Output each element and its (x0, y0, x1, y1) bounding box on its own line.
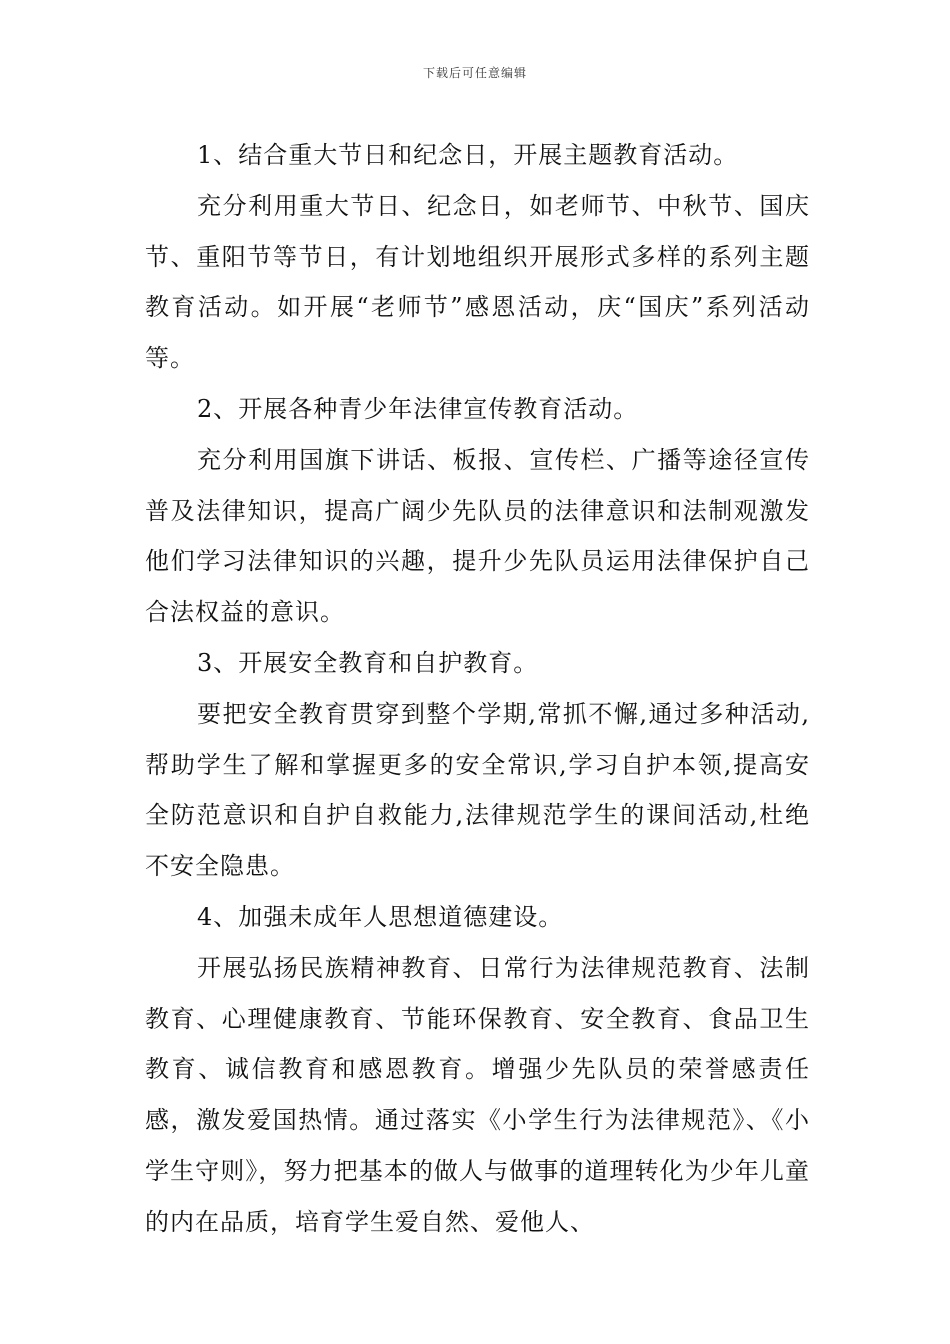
heading-2: 2、开展各种青少年法律宣传教育活动。 (197, 394, 639, 423)
document-body (145, 130, 810, 1248)
heading-4: 4、加强未成年人思想道德建设。 (197, 902, 564, 931)
paragraph-2: 充分利用国旗下讲话、板报、宣传栏、广播等途径宣传普及法律知识，提高广阔少先队员的法律意识和法制观激发他们学习法律知识的兴趣，提升少先队员运用法律保护自己合法权益的意识。 (145, 445, 810, 627)
heading-3: 3、开展安全教育和自护教育。 (197, 648, 539, 677)
page-header: 下载后可任意编辑 (422, 66, 527, 80)
paragraph-3: 要把安全教育贯穿到整个学期,常抓不懈,通过多种活动,帮助学生了解和掌握更多的安全常识,学习自护本领,提高安全防范意识和自护自救能力,法律规范学生的课间活动,杜绝不安全隐患。 (145, 699, 810, 881)
paragraph-4: 开展弘扬民族精神教育、日常行为法律规范教育、法制教育、心理健康教育、节能环保教育、安全教育、食品卫生教育、诚信教育和感恩教育。增强少先队员的荣誉感责任感，激发爱国热情。通过落实《小学生行为法律规范》、《小学生守则》，努力把基本的做人与做事的道理转化为少年儿童的内在品质，培育学生爱自然、爱他人、 (145, 953, 810, 1236)
paragraph-1: 充分利用重大节日、纪念日，如老师节、中秋节、国庆节、重阳节等节日，有计划地组织开展形式多样的系列主题教育活动。如开展“老师节”感恩活动，庆“国庆”系列活动等。 (145, 191, 810, 373)
heading-1: 1、结合重大节日和纪念日，开展主题教育活动。 (197, 141, 739, 169)
